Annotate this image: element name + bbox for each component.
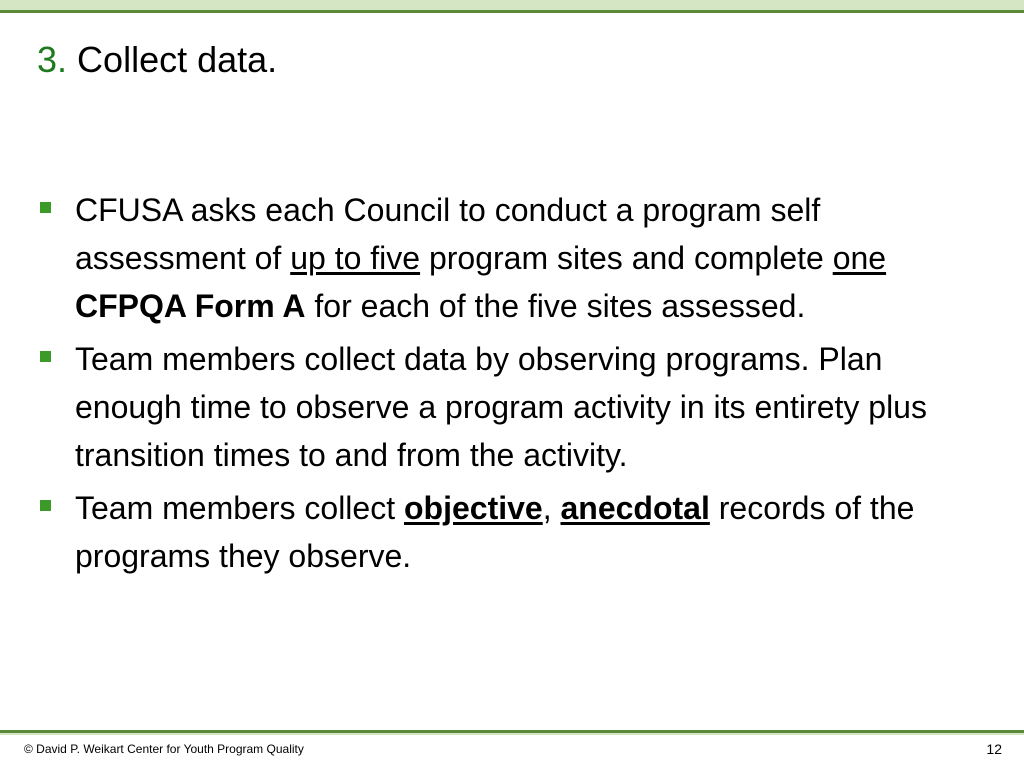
footer-copyright: © David P. Weikart Center for Youth Program Quality <box>24 742 304 756</box>
bold-underlined-text: objective <box>403 490 543 526</box>
page-number: 12 <box>986 741 1002 757</box>
bullet-text: , <box>542 490 561 526</box>
bullet-text: Team members collect <box>75 490 404 526</box>
bottom-border-light <box>0 733 1024 735</box>
title-text: Collect data. <box>77 39 278 80</box>
top-border-light <box>0 0 1024 10</box>
square-bullet-icon <box>40 500 51 511</box>
top-border-dark <box>0 10 1024 13</box>
bullet-item <box>38 335 978 479</box>
bullet-list <box>38 186 978 585</box>
bullet-text: Team members collect data by observing programs. Plan enough time to observe a program activity in its entirety plus transition times to and from the activity. <box>75 341 927 473</box>
bullet-text: for each of the five sites assessed. <box>305 288 806 324</box>
square-bullet-icon <box>40 351 51 362</box>
bold-text: CFPQA Form A <box>75 288 306 324</box>
bullet-item <box>38 484 978 580</box>
bold-underlined-text: anecdotal <box>560 490 710 526</box>
underlined-text: one <box>832 240 887 276</box>
slide-title <box>37 36 277 84</box>
square-bullet-icon <box>40 202 51 213</box>
bullet-item <box>38 186 978 330</box>
bullet-text: program sites and complete <box>420 240 833 276</box>
underlined-text: up to five <box>290 240 421 276</box>
title-number: 3. <box>37 39 68 80</box>
bullet-text: CFUSA asks each Council to conduct a program self assessment of <box>75 192 821 276</box>
bullet-text: records of the programs they observe. <box>75 490 915 574</box>
